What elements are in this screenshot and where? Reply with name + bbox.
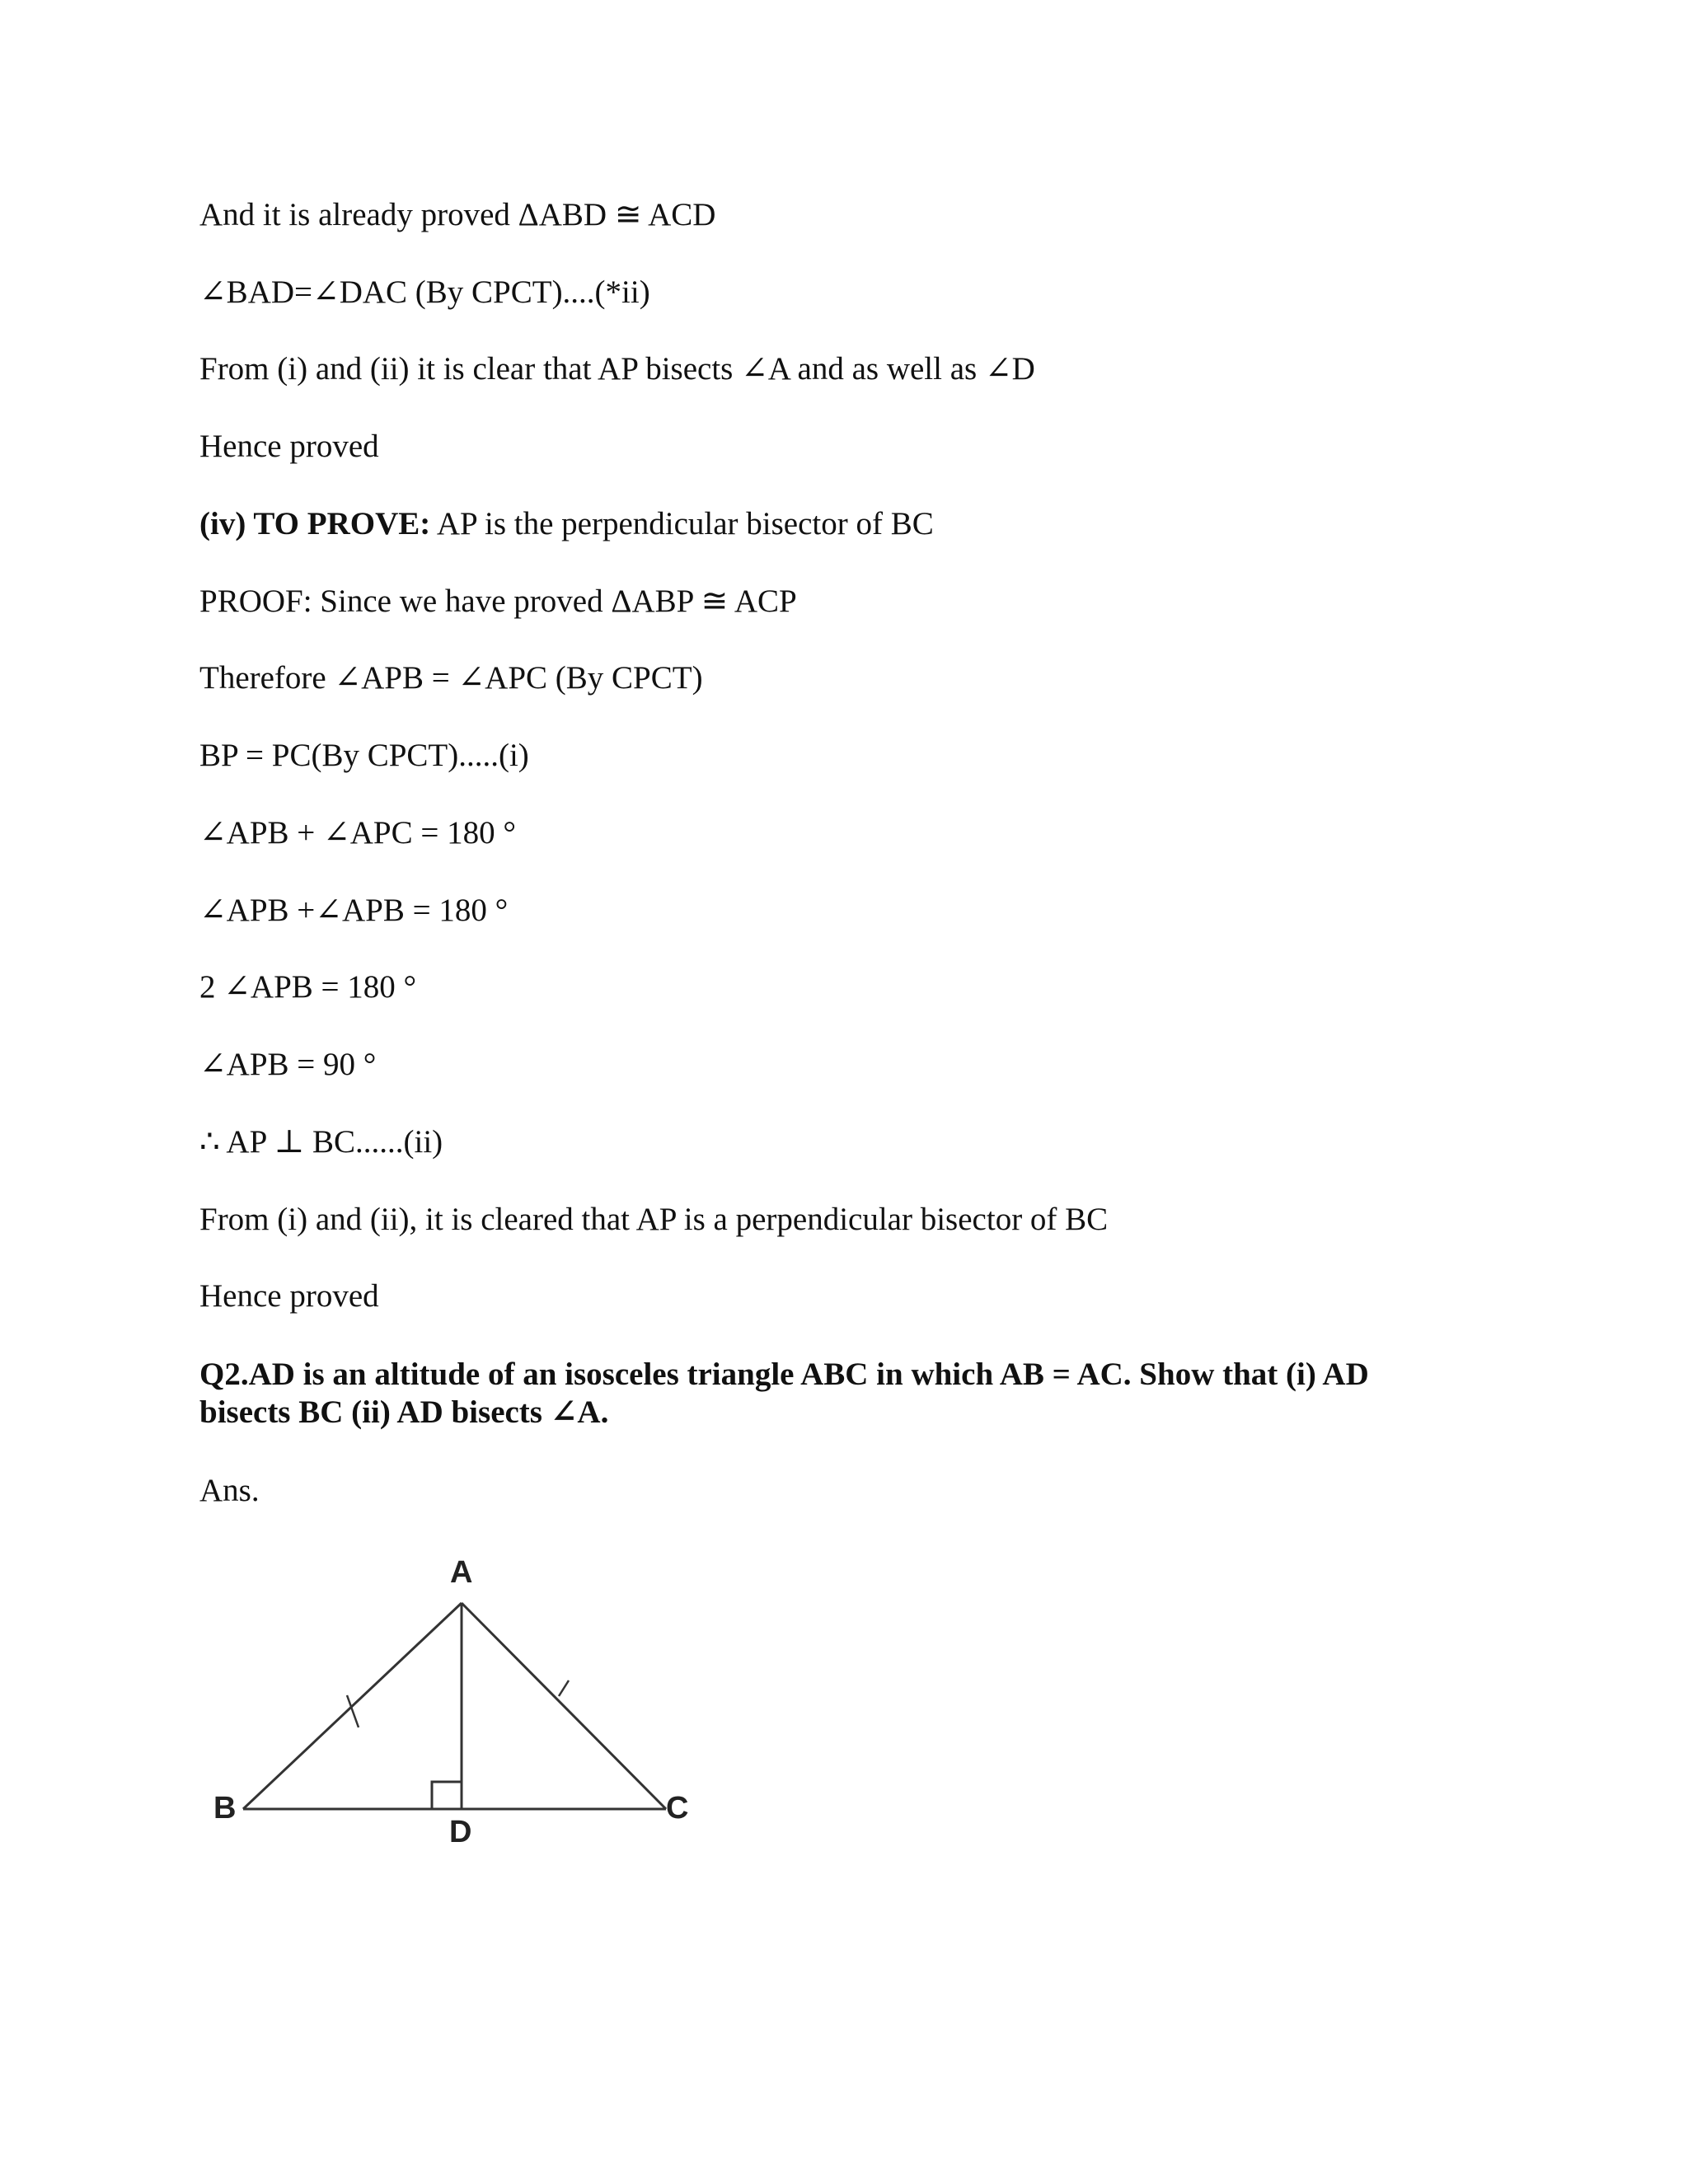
proof-line-bp-pc: BP = PC(By CPCT).....(i) — [199, 738, 529, 773]
vertex-label-a: A — [450, 1555, 473, 1590]
proof-line-apb-90: ∠APB = 90 ° — [199, 1047, 377, 1082]
question-2-line-2: bisects BC (ii) AD bisects ∠A. — [199, 1394, 609, 1430]
proof-line-angle-bad-dac: ∠BAD=∠DAC (By CPCT)....(*ii) — [199, 274, 650, 310]
side-ab — [243, 1603, 462, 1809]
part-iv-to-prove — [199, 505, 934, 543]
part-iv-heading: (iv) TO PROVE: — [199, 506, 431, 541]
tick-mark-ac — [559, 1680, 569, 1696]
side-ac — [462, 1603, 666, 1809]
proof-line-conclusion: From (i) and (ii), it is cleared that AP is a perpendicular bisector of BC — [199, 1202, 1109, 1237]
proof-line-apb-apb-180: ∠APB +∠APB = 180 ° — [199, 893, 509, 928]
proof-line-apb-apc: Therefore ∠APB = ∠APC (By CPCT) — [199, 660, 703, 696]
answer-label: Ans. — [199, 1473, 260, 1508]
hence-proved-1: Hence proved — [199, 429, 379, 464]
vertex-label-c: C — [666, 1791, 689, 1825]
hence-proved-2: Hence proved — [199, 1278, 379, 1314]
proof-line-ap-perp-bc: ∴ AP ⊥ BC......(ii) — [199, 1124, 443, 1160]
proof-line-sum-180: ∠APB + ∠APC = 180 ° — [199, 815, 516, 851]
proof-line-congruence-abd-acd: And it is already proved ΔABD ≅ ACD — [199, 197, 716, 232]
right-angle-marker — [432, 1782, 462, 1809]
proof-line-abp-acp: PROOF: Since we have proved ΔABP ≅ ACP — [199, 583, 797, 619]
vertex-label-b: B — [213, 1791, 237, 1825]
question-2-line-1: Q2.AD is an altitude of an isosceles triangle ABC in which AB = AC. Show that (i) AD — [199, 1357, 1369, 1392]
vertex-label-d: D — [449, 1815, 472, 1849]
part-iv-statement: AP is the perpendicular bisector of BC — [430, 506, 934, 541]
isosceles-triangle-figure — [198, 1549, 709, 1854]
question-2 — [199, 1356, 1469, 1432]
proof-line-2apb-180: 2 ∠APB = 180 ° — [199, 969, 417, 1005]
proof-line-ap-bisects: From (i) and (ii) it is clear that AP bisects ∠A and as well as ∠D — [199, 351, 1035, 387]
